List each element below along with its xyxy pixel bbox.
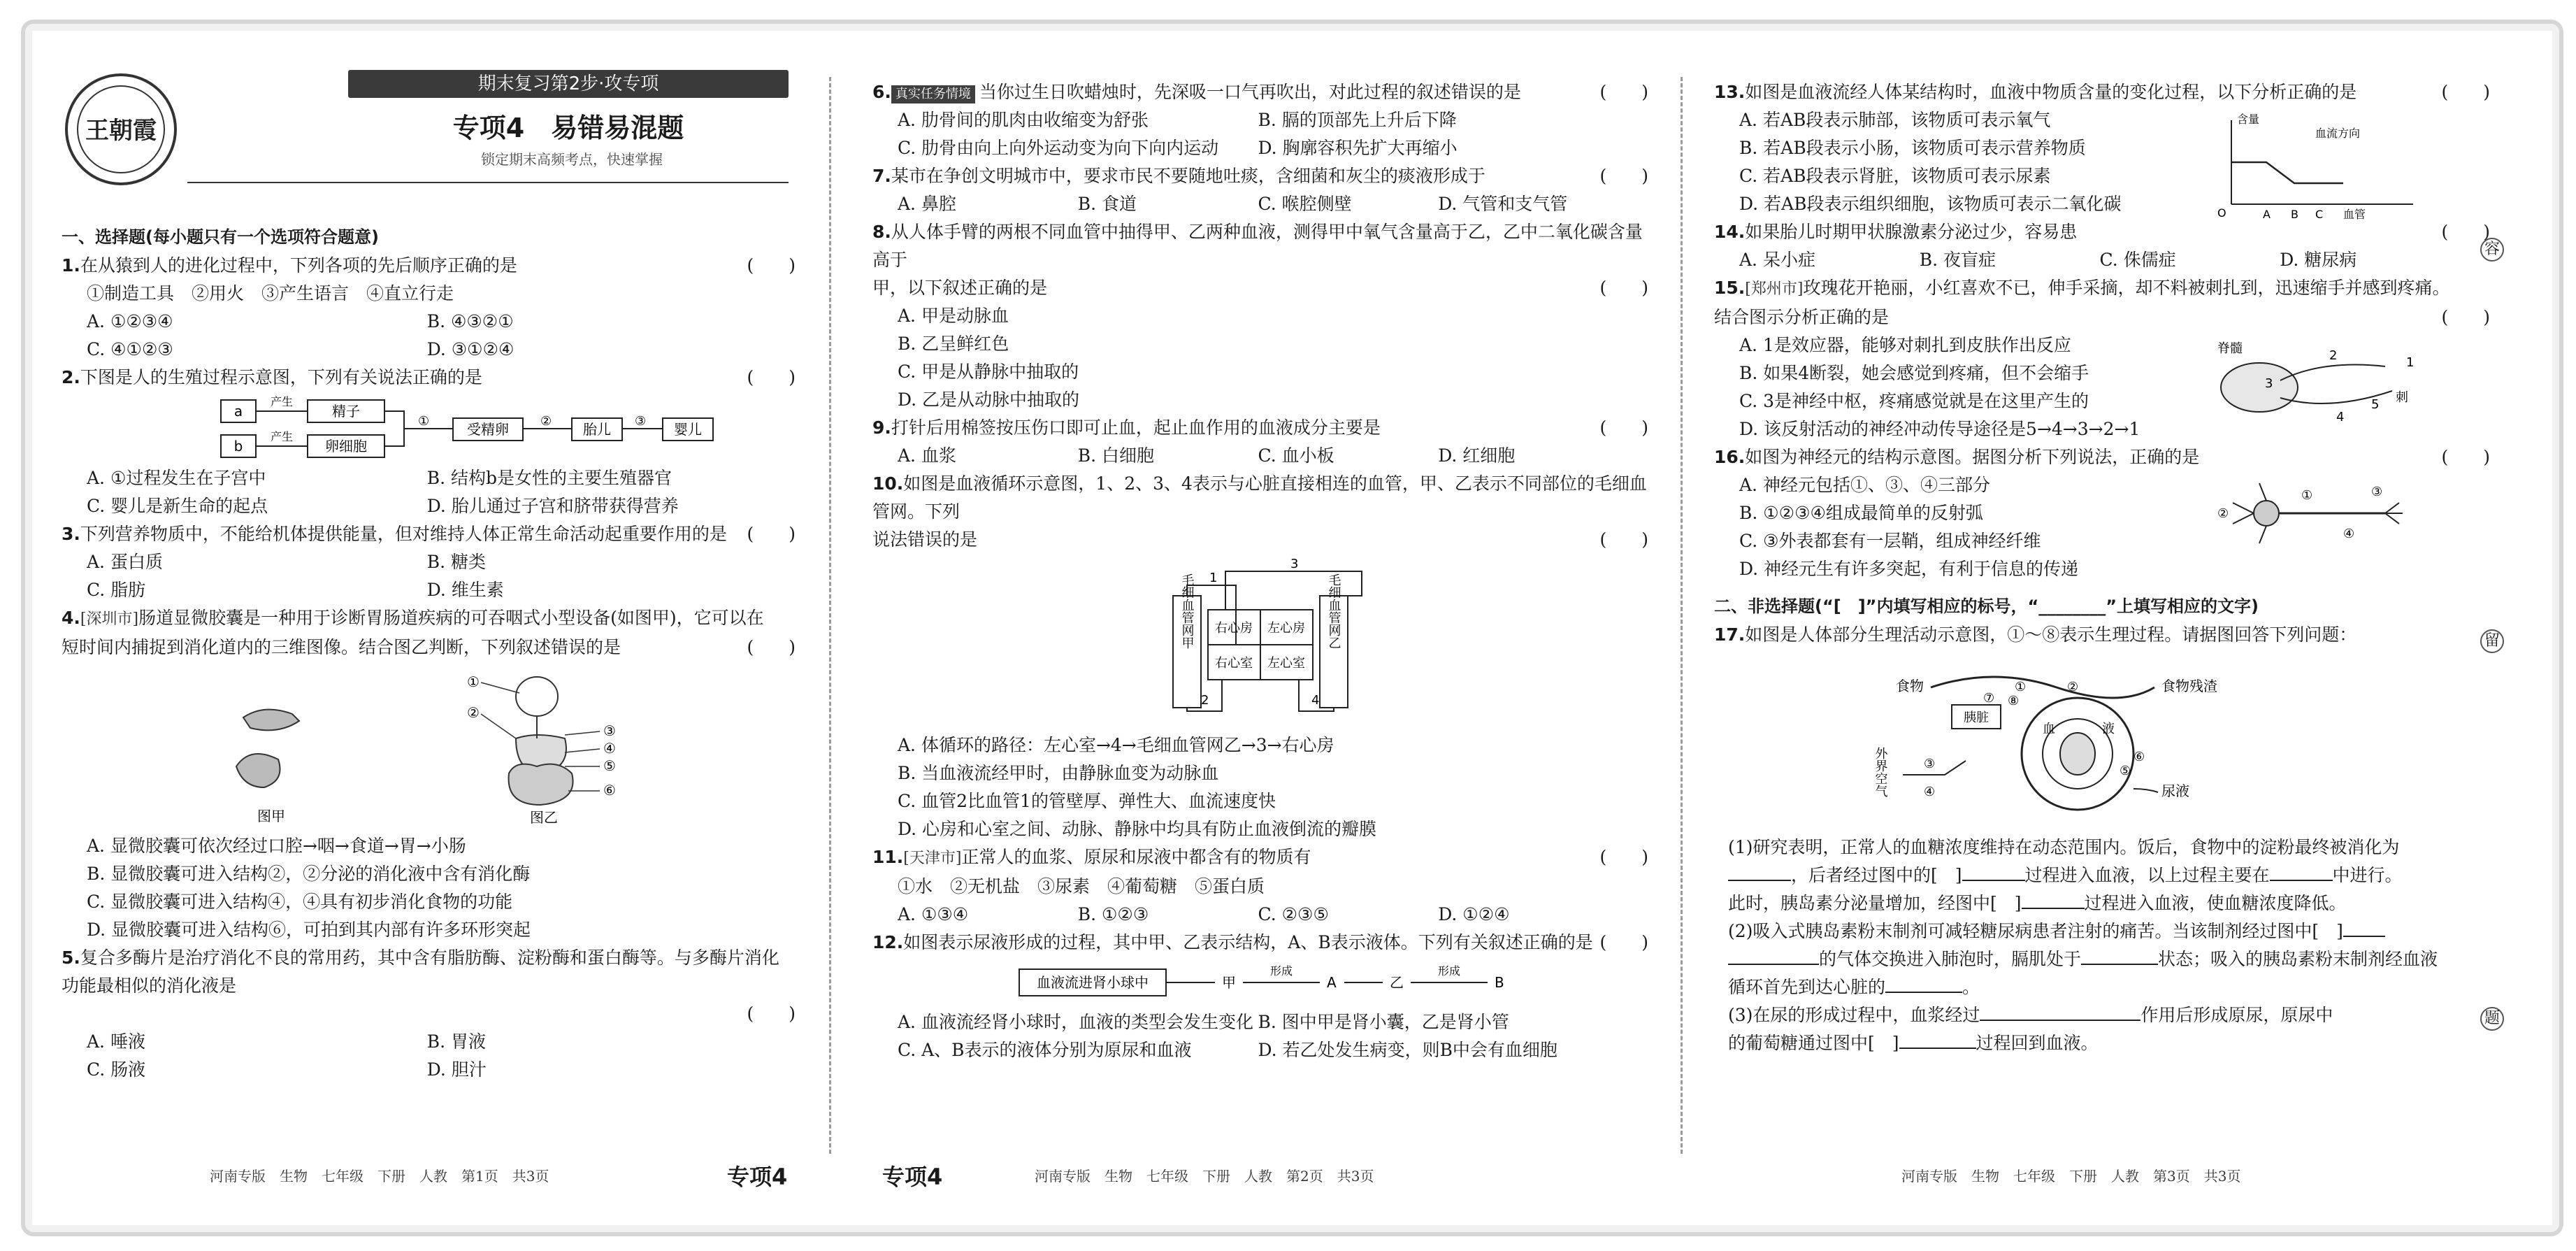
q13-option-b: B. 若AB段表示小肠，该物质可表示营养物质 xyxy=(1739,138,2086,158)
urine-formation-diagram xyxy=(872,957,1648,1006)
q10-option-d: D. 心房和心室之间、动脉、静脉中均具有防止血液倒流的瓣膜 xyxy=(898,819,1377,839)
q15-option-c: C. 3是神经中枢，疼痛感觉就是在这里产生的 xyxy=(1739,391,2089,411)
question-15: 15.[郑州市]玫瑰花开艳丽，小红喜欢不已，伸手采摘，却不料被刺扎到，迅速缩手并感到疼痛。 xyxy=(1714,278,2450,298)
q15-option-d: D. 该反射活动的神经冲动传导途径是5→4→3→2→1 xyxy=(1739,419,2140,439)
svg-text:胎儿: 胎儿 xyxy=(583,421,611,438)
q13-option-a: A. 若AB段表示肺部，该物质可表示氧气 xyxy=(1739,110,2051,130)
svg-text:右心房: 右心房 xyxy=(1215,621,1253,636)
svg-text:⑥: ⑥ xyxy=(2134,750,2145,764)
header-rule xyxy=(187,182,789,183)
svg-text:形成: 形成 xyxy=(1437,964,1461,978)
header-bar: 期末复习第2步·攻专项 xyxy=(348,70,789,98)
q11-options: A. ①③④ B. ①②③ C. ②③⑤ D. ①②④ xyxy=(898,904,1510,924)
q6-options: A. 肋骨间的肌肉由收缩变为舒张 B. 膈的顶部先上升后下降 C. 肋骨由向上向外运动变为向下向内运动 D. 胸廓容积先扩大再缩小 xyxy=(898,110,1458,158)
svg-text:精子: 精子 xyxy=(332,403,360,420)
question-13: 13.如图是血液流经人体某结构时，血液中物质含量的变化过程，以下分析正确的是 ( ) xyxy=(1714,82,2490,102)
svg-text:A: A xyxy=(1327,974,1337,991)
svg-text:①: ① xyxy=(467,673,480,690)
question-11: 11.[天津市]正常人的血浆、原尿和尿液中都含有的物质有 ( ) xyxy=(872,847,1648,867)
svg-text:a: a xyxy=(233,403,243,420)
q8-option-c: C. 甲是从静脉中抽取的 xyxy=(898,362,1079,382)
q15-body xyxy=(1714,331,2490,443)
svg-text:含量: 含量 xyxy=(2237,113,2260,126)
column-3 xyxy=(1714,78,2490,1057)
svg-text:食物: 食物 xyxy=(1896,678,1924,694)
q3-options: A. 蛋白质 B. 糖类 C. 脂肪 D. 维生素 xyxy=(87,552,504,600)
svg-text:液: 液 xyxy=(2102,722,2115,736)
q9-options: A. 血浆 B. 白细胞 C. 血小板 D. 红细胞 xyxy=(898,445,1516,466)
svg-text:B: B xyxy=(2291,208,2298,221)
svg-text:产生: 产生 xyxy=(270,395,294,408)
q11-items: ①水 ②无机盐 ③尿素 ④葡萄糖 ⑤蛋白质 xyxy=(898,876,1265,896)
q4-option-b: B. 显微胶囊可进入结构②，②分泌的消化液中含有消化酶 xyxy=(87,864,531,884)
q16-option-c: C. ③外表都套有一层鞘，组成神经纤维 xyxy=(1739,531,2041,551)
section-1-title: 一、选择题(每小题只有一个选项符合题意) xyxy=(62,227,379,247)
svg-text:C: C xyxy=(2315,208,2324,221)
footer-tag-2: 专项4 xyxy=(882,1164,943,1190)
svg-text:4: 4 xyxy=(2336,410,2345,424)
svg-text:③: ③ xyxy=(635,414,647,429)
column-1 xyxy=(62,222,796,1084)
svg-text:产生: 产生 xyxy=(270,430,294,443)
q17-part-3: (3)在尿的形成过程中，血浆经过 作用后形成原尿，原尿中 的葡萄糖通过图中[ ] 过程回到血液。 xyxy=(1728,1005,2333,1053)
q15-option-a: A. 1是效应器，能够对刺扎到皮肤作出反应 xyxy=(1739,335,2071,355)
reflex-arc-diagram xyxy=(2203,331,2434,443)
question-1: 1.在从猿到人的进化过程中，下列各项的先后顺序正确的是 ( ) xyxy=(62,255,796,276)
q8-option-b: B. 乙呈鲜红色 xyxy=(898,334,1009,354)
question-5-cont: 功能最相似的消化液是 xyxy=(62,975,237,996)
logo-seal xyxy=(62,70,180,189)
svg-text:O: O xyxy=(2217,206,2226,220)
side-mark-2: 留 xyxy=(2480,629,2504,653)
svg-text:甲: 甲 xyxy=(1222,974,1236,991)
question-14: 14.如果胎儿时期甲状腺激素分泌过少，容易患 ( ) xyxy=(1714,222,2490,242)
svg-text:④: ④ xyxy=(603,740,616,757)
svg-text:①: ① xyxy=(2015,680,2027,694)
q2-options: A. ①过程发生在子宫中 B. 结构b是女性的主要生殖器官 C. 婴儿是新生命的起点 D. 胎儿通过子宫和脐带获得营养 xyxy=(87,468,679,516)
question-16: 16.如图为神经元的结构示意图。据图分析下列说法，正确的是 ( ) xyxy=(1714,447,2490,467)
svg-text:⑦: ⑦ xyxy=(1983,691,1995,706)
physiology-diagram xyxy=(1714,649,2490,831)
svg-text:b: b xyxy=(233,438,243,455)
q10-option-a: A. 体循环的路径：左心室→4→毛细血管网乙→3→右心房 xyxy=(898,735,1334,755)
svg-text:③: ③ xyxy=(1924,757,1936,771)
svg-text:刺: 刺 xyxy=(2396,390,2408,405)
question-4-cont: 短时间内捕捉到消化道内的三维图像。结合图乙判断，下列叙述错误的是 ( ) xyxy=(62,637,796,657)
question-7: 7.某市在争创文明城市中，要求市民不要随地吐痰，含细菌和灰尘的痰液形成于 ( ) xyxy=(872,166,1648,186)
q13-body xyxy=(1714,106,2490,221)
q17-part-2: (2)吸入式胰岛素粉末制剂可减轻糖尿病患者注射的痛苦。当该制剂经过图中[ ] 的气体交换进入肺泡时，膈肌处于 状态；吸入的胰岛素粉末制剂经血液 循环首先到达心脏的 。 xyxy=(1728,921,2438,997)
q14-options: A. 呆小症 B. 夜盲症 C. 侏儒症 D. 糖尿病 xyxy=(1739,250,2357,270)
svg-text:⑤: ⑤ xyxy=(2120,764,2131,778)
svg-text:3: 3 xyxy=(2265,376,2273,391)
svg-text:②: ② xyxy=(467,704,480,721)
q5-options: A. 唾液 B. 胃液 C. 肠液 D. 胆汁 xyxy=(87,1031,487,1080)
svg-text:形成: 形成 xyxy=(1269,964,1293,978)
side-mark-1: 容 xyxy=(2480,238,2504,262)
question-5: 5.复合多酶片是治疗消化不良的常用药，其中含有脂肪酶、淀粉酶和蛋白酶等。与多酶片消化 xyxy=(62,948,779,968)
side-mark-3: 题 xyxy=(2480,1007,2504,1031)
svg-text:图甲: 图甲 xyxy=(257,808,285,824)
q16-option-b: B. ①②③④组成最简单的反射弧 xyxy=(1739,503,1983,523)
svg-text:2: 2 xyxy=(2329,348,2338,363)
q15-option-b: B. 如果4断裂，她会感觉到疼痛，但不会缩手 xyxy=(1739,363,2089,383)
svg-text:毛细血管网甲: 毛细血管网甲 xyxy=(1179,573,1195,649)
svg-text:⑧: ⑧ xyxy=(2008,694,2020,708)
q4-option-d: D. 显微胶囊可进入结构⑥，可拍到其内部有许多环形突起 xyxy=(87,920,531,940)
page-title: 专项4 易错易混题 xyxy=(452,113,684,143)
svg-text:2: 2 xyxy=(1201,693,1209,708)
svg-text:乙: 乙 xyxy=(1390,974,1404,991)
digestive-figure xyxy=(62,662,796,829)
q17-part-1: (1)研究表明，正常人的血糖浓度维持在动态范围内。饭后，食物中的淀粉最终被消化为 ，后者经过图中的[ ] 过程进入血液，以上过程主要在 中进行。 此时，胰岛素分泌量增加，经图中[ ] 过程进入血液，使血糖浓度降低。 xyxy=(1728,837,2403,913)
svg-text:图乙: 图乙 xyxy=(530,809,558,826)
q10-option-b: B. 当血液流经甲时，由静脉血变为动脉血 xyxy=(898,763,1219,783)
q1-items: ①制造工具 ②用火 ③产生语言 ④直立行走 xyxy=(87,283,454,303)
q16-option-d: D. 神经元生有许多突起，有利于信息的传递 xyxy=(1739,559,2079,579)
q13-option-c: C. 若AB段表示肾脏，该物质可表示尿素 xyxy=(1739,166,2051,186)
svg-text:血管: 血管 xyxy=(2343,208,2366,221)
svg-text:4: 4 xyxy=(1311,693,1320,708)
footer-page-1: 河南专版 生物 七年级 下册 人教 第1页 共3页 xyxy=(210,1168,549,1185)
svg-text:卵细胞: 卵细胞 xyxy=(325,438,367,455)
svg-text:毛细血管网乙: 毛细血管网乙 xyxy=(1326,573,1341,649)
q12-options: A. 血液流经肾小球时，血液的类型会发生变化 B. 图中甲是肾小囊，乙是肾小管 C. A、B表示的液体分别为原尿和血液 D. 若乙处发生病变，则B中会有血细胞 xyxy=(898,1012,1557,1060)
footer-page-3: 河南专版 生物 七年级 下册 人教 第3页 共3页 xyxy=(1901,1168,2241,1185)
question-2: 2.下图是人的生殖过程示意图，下列有关说法正确的是 ( ) xyxy=(62,367,796,387)
circulation-diagram xyxy=(872,554,1648,729)
q8-option-a: A. 甲是动脉血 xyxy=(898,306,1009,326)
question-9: 9.打针后用棉签按压伤口即可止血，起止血作用的血液成分主要是 ( ) xyxy=(872,417,1648,438)
svg-text:尿液: 尿液 xyxy=(2161,782,2189,799)
footer-page-2: 河南专版 生物 七年级 下册 人教 第2页 共3页 xyxy=(1035,1168,1374,1185)
svg-text:③: ③ xyxy=(603,722,616,739)
question-4: 4.[深圳市]肠道显微胶囊是一种用于诊断胃肠道疾病的可吞咽式小型设备(如图甲)，它可以在 xyxy=(62,608,764,628)
svg-text:B: B xyxy=(1495,974,1504,991)
svg-text:②: ② xyxy=(540,414,552,429)
question-10-cont: 说法错误的是 ( ) xyxy=(872,529,1648,550)
svg-text:④: ④ xyxy=(2343,527,2355,541)
question-15-cont: 结合图示分析正确的是 ( ) xyxy=(1714,307,2490,327)
q7-options: A. 鼻腔 B. 食道 C. 喉腔侧壁 D. 气管和支气管 xyxy=(898,194,1568,214)
svg-text:左心房: 左心房 xyxy=(1267,621,1305,636)
svg-text:1: 1 xyxy=(1209,571,1218,585)
question-3: 3.下列营养物质中，不能给机体提供能量，但对维持人体正常生命活动起重要作用的是 ( ) xyxy=(62,524,796,544)
footer-tag-1: 专项4 xyxy=(727,1164,788,1190)
question-8: 8.从人体手臂的两根不同血管中抽得甲、乙两种血液，测得甲中氧气含量高于乙，乙中二氧化碳含量高于 xyxy=(872,222,1643,270)
q16-body xyxy=(1714,471,2490,583)
q16-option-a: A. 神经元包括①、③、④三部分 xyxy=(1739,475,1990,495)
section-2-title: 二、非选择题(“[ ]”内填写相应的标号，“________”上填写相应的文字) xyxy=(1714,596,2259,616)
svg-text:1: 1 xyxy=(2406,355,2415,370)
svg-text:婴儿: 婴儿 xyxy=(674,421,702,438)
svg-text:右心室: 右心室 xyxy=(1215,656,1253,671)
question-5-paren: ( ) xyxy=(747,1003,796,1024)
q8-option-d: D. 乙是从动脉中抽取的 xyxy=(898,389,1080,410)
column-2 xyxy=(872,78,1648,1064)
q13-option-d: D. 若AB段表示组织细胞，该物质可表示二氧化碳 xyxy=(1739,194,2122,214)
content-change-graph xyxy=(2203,106,2427,225)
question-6: 6. 真实任务情境 当你过生日吹蜡烛时，先深吸一口气再吹出，对此过程的叙述错误的是 ( ) xyxy=(872,82,1648,102)
fold-line-2 xyxy=(1681,77,1683,1154)
svg-text:①: ① xyxy=(2301,488,2313,503)
svg-text:③: ③ xyxy=(2371,485,2383,499)
svg-text:3: 3 xyxy=(1290,557,1299,571)
svg-text:脊髓: 脊髓 xyxy=(2217,341,2243,356)
svg-text:①: ① xyxy=(418,414,430,429)
page-subtitle: 锁定期末高频考点，快速掌握 xyxy=(481,151,663,168)
svg-text:5: 5 xyxy=(2371,397,2380,412)
svg-text:A: A xyxy=(2263,208,2271,221)
q4-option-a: A. 显微胶囊可依次经过口腔→咽→食道→胃→小肠 xyxy=(87,836,466,856)
svg-text:②: ② xyxy=(2067,680,2079,694)
svg-text:胰脏: 胰脏 xyxy=(1964,710,1989,725)
svg-text:外界空气: 外界空气 xyxy=(1873,747,1888,797)
q4-option-c: C. 显微胶囊可进入结构④，④具有初步消化食物的功能 xyxy=(87,892,513,912)
svg-text:左心室: 左心室 xyxy=(1267,656,1305,671)
header xyxy=(62,70,789,189)
svg-text:受精卵: 受精卵 xyxy=(467,421,509,438)
q10-option-c: C. 血管2比血管1的管壁厚、弹性大、血流速度快 xyxy=(898,791,1276,811)
svg-text:②: ② xyxy=(2217,506,2229,521)
q1-options: A. ①②③④ B. ④③②① C. ④①②③ D. ③①②④ xyxy=(87,311,515,359)
reproduction-diagram xyxy=(62,392,796,462)
svg-text:⑥: ⑥ xyxy=(603,782,616,799)
question-12: 12.如图表示尿液形成的过程，其中甲、乙表示结构，A、B表示液体。下列有关叙述正确的是 ( ) xyxy=(872,932,1648,952)
question-10: 10.如图是血液循环示意图，1、2、3、4表示与心脏直接相连的血管，甲、乙表示不同部位的毛细血管网。下列 xyxy=(872,473,1647,522)
svg-text:④: ④ xyxy=(1924,785,1936,799)
svg-text:王朝霞: 王朝霞 xyxy=(85,117,157,145)
svg-text:血流方向: 血流方向 xyxy=(2315,127,2361,140)
neuron-diagram xyxy=(2203,471,2434,555)
svg-text:食物残渣: 食物残渣 xyxy=(2161,678,2217,694)
svg-text:血: 血 xyxy=(2043,722,2055,736)
fold-line-1 xyxy=(829,77,831,1154)
svg-text:⑤: ⑤ xyxy=(603,757,616,774)
svg-text:血液流进肾小球中: 血液流进肾小球中 xyxy=(1037,974,1149,991)
question-17: 17.如图是人体部分生理活动示意图，①～⑧表示生理过程。请据图回答下列问题： xyxy=(1714,624,2357,645)
question-8-cont: 甲，以下叙述正确的是 ( ) xyxy=(872,278,1648,298)
